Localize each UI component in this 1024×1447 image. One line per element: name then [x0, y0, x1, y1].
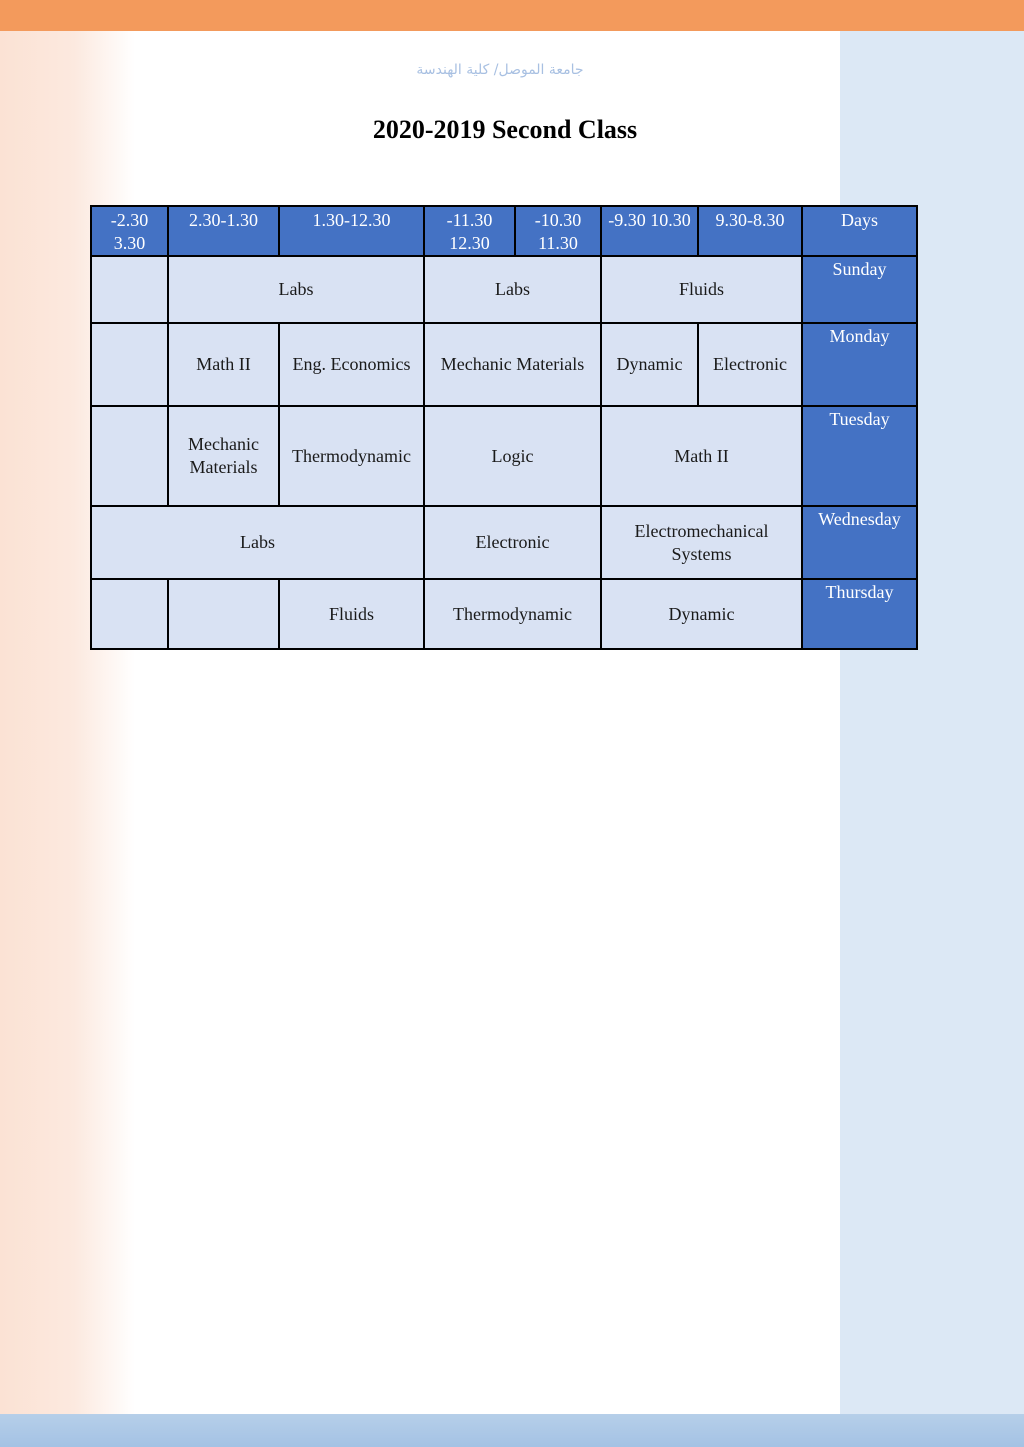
- class-cell: Mechanic Materials: [168, 406, 279, 506]
- time-slot-header: 2.30-1.30: [168, 206, 279, 256]
- table-row: [91, 323, 917, 406]
- table-row: [91, 579, 917, 649]
- class-cell: Eng. Economics: [279, 323, 424, 406]
- class-cell: Labs: [91, 506, 424, 579]
- university-header: جامعة الموصل/ كلية الهندسة: [416, 62, 584, 78]
- time-slot-header: -10.30 11.30: [515, 206, 601, 256]
- class-cell: Dynamic: [601, 323, 698, 406]
- class-cell: Fluids: [279, 579, 424, 649]
- page-title: 2020-2019 Second Class: [372, 115, 638, 144]
- day-cell: Wednesday: [802, 506, 917, 579]
- time-slot-header: -9.30 10.30: [601, 206, 698, 256]
- table-row: [91, 506, 917, 579]
- class-cell: Dynamic: [601, 579, 802, 649]
- header-row: [91, 206, 917, 256]
- class-cell: Mechanic Materials: [424, 323, 601, 406]
- class-cell: Labs: [168, 256, 424, 323]
- time-slot-header: -11.30 12.30: [424, 206, 515, 256]
- bottom-banner: [0, 1414, 1024, 1447]
- table-row: [91, 256, 917, 323]
- class-cell: Electronic: [424, 506, 601, 579]
- day-cell: Tuesday: [802, 406, 917, 506]
- schedule-table: [90, 205, 918, 650]
- class-cell: Electromechanical Systems: [601, 506, 802, 579]
- class-cell: Labs: [424, 256, 601, 323]
- class-cell: Thermodynamic: [279, 406, 424, 506]
- table-row: [91, 406, 917, 506]
- empty-cell: [91, 256, 168, 323]
- class-cell: Math II: [168, 323, 279, 406]
- class-cell: Math II: [601, 406, 802, 506]
- class-cell: Logic: [424, 406, 601, 506]
- days-header: Days: [802, 206, 917, 256]
- class-cell: Thermodynamic: [424, 579, 601, 649]
- empty-cell: [168, 579, 279, 649]
- day-cell: Thursday: [802, 579, 917, 649]
- day-cell: Monday: [802, 323, 917, 406]
- empty-cell: [91, 323, 168, 406]
- class-cell: Electronic: [698, 323, 802, 406]
- empty-cell: [91, 406, 168, 506]
- top-banner: [0, 0, 1024, 31]
- class-cell: Fluids: [601, 256, 802, 323]
- time-slot-header: 9.30-8.30: [698, 206, 802, 256]
- time-slot-header: 1.30-12.30: [279, 206, 424, 256]
- day-cell: Sunday: [802, 256, 917, 323]
- empty-cell: [91, 579, 168, 649]
- time-slot-header: -2.30 3.30: [91, 206, 168, 256]
